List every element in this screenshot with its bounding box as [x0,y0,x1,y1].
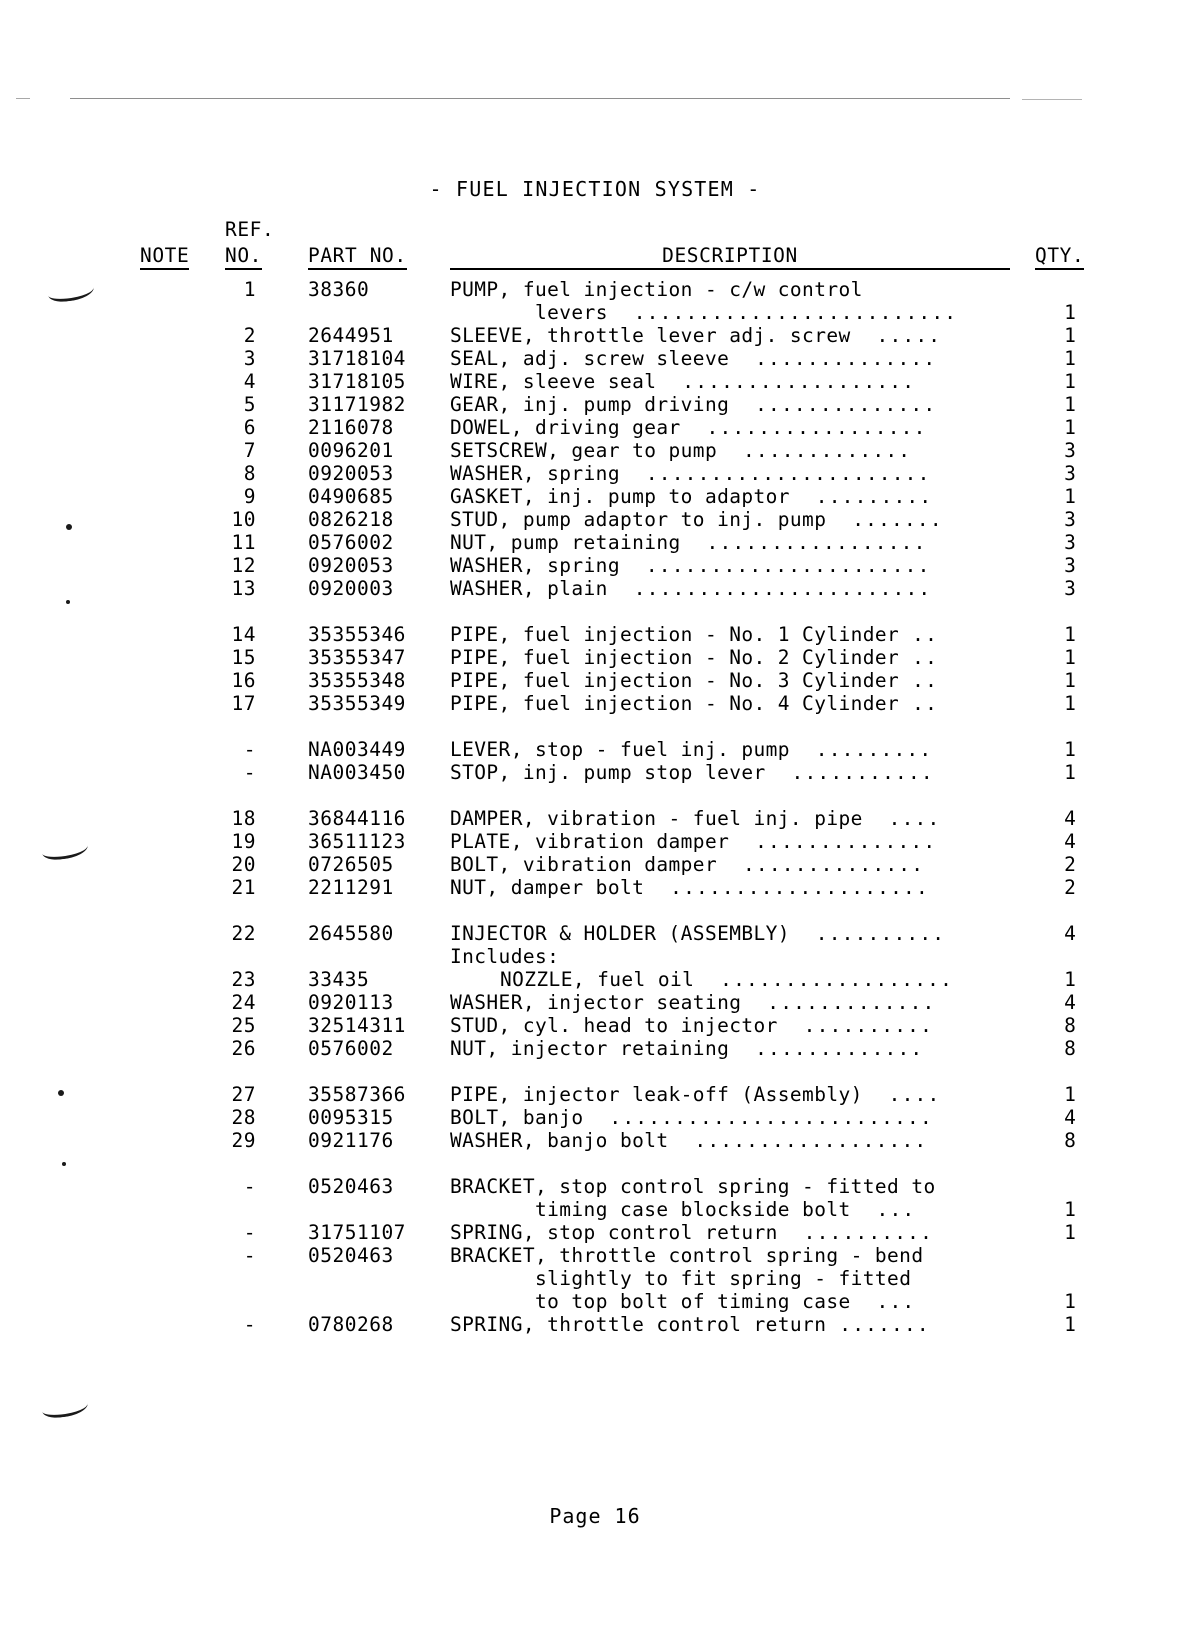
cell-description: PIPE, injector leak-off (Assembly) .... [450,1083,941,1106]
cell-description: slightly to fit spring - fitted [535,1267,912,1290]
cell-description: PIPE, fuel injection - No. 2 Cylinder .. [450,646,939,669]
cell-qty: 4 [1064,830,1076,853]
table-row [140,738,1100,761]
cell-qty: 4 [1064,807,1076,830]
table-row [140,439,1100,462]
cell-part-no: 31718105 [308,370,406,393]
leader-dots: .................... [644,876,929,899]
table-row-spacer [140,784,1100,807]
table-row [140,324,1100,347]
scan-artifact-speck [66,600,70,604]
leader-dots: .............. [729,830,937,853]
cell-part-no: 35587366 [308,1083,406,1106]
cell-qty: 1 [1064,1198,1076,1221]
cell-ref-no: - [243,1244,256,1267]
scan-artifact-speck [66,524,72,530]
page-footer: Page 16 [549,1504,641,1528]
cell-qty: 3 [1064,508,1076,531]
cell-ref-no: 27 [231,1083,256,1106]
table-row [140,577,1100,600]
cell-qty: 1 [1064,692,1076,715]
cell-part-no: 38360 [308,278,370,301]
cell-ref-no: 19 [231,830,256,853]
cell-part-no: 35355348 [308,669,406,692]
leader-dots: ...................... [619,462,931,485]
cell-part-no: 0920003 [308,577,394,600]
leader-dots: ......................... [607,301,958,324]
cell-qty: 1 [1064,301,1076,324]
table-row [140,1175,1100,1198]
cell-qty: 3 [1064,531,1076,554]
cell-description: INJECTOR & HOLDER (ASSEMBLY) .......... [450,922,946,945]
scan-artifact-margin-mark [47,280,95,304]
cell-part-no: 0096201 [308,439,394,462]
table-row [140,922,1100,945]
cell-description: WASHER, spring ...................... [450,554,931,577]
table-row [140,1221,1100,1244]
cell-qty: 4 [1064,922,1076,945]
table-row [140,370,1100,393]
cell-part-no: 36844116 [308,807,406,830]
cell-ref-no: 17 [231,692,256,715]
table-row [140,692,1100,715]
leader-dots: ......... [789,485,933,508]
leader-dots: .. [899,646,939,669]
leader-dots: ............. [741,991,936,1014]
scan-artifact-margin-mark [41,838,89,862]
cell-qty: 3 [1064,577,1076,600]
cell-part-no: 0921176 [308,1129,394,1152]
cell-qty: 3 [1064,462,1076,485]
table-row [140,623,1100,646]
cell-part-no: 0520463 [308,1175,394,1198]
cell-ref-no: - [243,761,256,784]
cell-description: DOWEL, driving gear ................. [450,416,927,439]
cell-qty: 1 [1064,669,1076,692]
cell-ref-no: - [243,1313,256,1336]
table-row [140,393,1100,416]
cell-part-no: 0490685 [308,485,394,508]
scan-artifact-margin-mark [41,1396,89,1420]
cell-ref-no: 13 [231,577,256,600]
table-row [140,968,1100,991]
cell-description: WASHER, banjo bolt .................. [450,1129,928,1152]
table-row-spacer [140,715,1100,738]
leader-dots: ...................... [619,554,931,577]
cell-description: Includes: [450,945,560,968]
cell-qty: 2 [1064,876,1076,899]
leader-dots: .. [899,623,939,646]
cell-ref-no: 10 [231,508,256,531]
table-row [140,1313,1100,1336]
cell-description: GASKET, inj. pump to adaptor ......... [450,485,933,508]
cell-ref-no: 4 [243,370,256,393]
leader-dots: .......... [789,922,946,945]
cell-ref-no: 7 [243,439,256,462]
table-row [140,554,1100,577]
cell-description: GEAR, inj. pump driving .............. [450,393,937,416]
cell-description: SEAL, adj. screw sleeve .............. [450,347,937,370]
leader-dots: ..... [850,324,942,347]
cell-qty: 4 [1064,991,1076,1014]
cell-ref-no: 9 [243,485,256,508]
cell-qty: 1 [1064,1083,1076,1106]
table-row [140,1267,1100,1290]
scan-artifact-rule-right [1022,99,1082,100]
table-row [140,669,1100,692]
column-header-ref-no: NO. [225,244,262,270]
leader-dots: ............. [729,1037,924,1060]
leader-dots: .. [899,669,939,692]
cell-qty: 2 [1064,853,1076,876]
parts-table [140,218,1100,1336]
table-row [140,853,1100,876]
column-header-note: NOTE [140,244,189,270]
cell-ref-no: 2 [243,324,256,347]
cell-part-no: 0920053 [308,554,394,577]
cell-ref-no: - [243,1221,256,1244]
cell-qty: 1 [1064,646,1076,669]
table-row [140,1106,1100,1129]
leader-dots: ... [850,1290,916,1313]
cell-qty: 1 [1064,738,1076,761]
table-row [140,1083,1100,1106]
cell-part-no: 35355346 [308,623,406,646]
table-row [140,1014,1100,1037]
cell-ref-no: - [243,738,256,761]
cell-ref-no: 29 [231,1129,256,1152]
table-row-spacer [140,1152,1100,1175]
cell-description: WIRE, sleeve seal .................. [450,370,916,393]
table-row-spacer [140,899,1100,922]
leader-dots: .............. [717,853,925,876]
cell-qty: 1 [1064,416,1076,439]
cell-part-no: 0920113 [308,991,394,1014]
table-body [140,278,1100,1336]
leader-dots: ....... [826,508,943,531]
cell-description: BOLT, vibration damper .............. [450,853,925,876]
cell-ref-no: - [243,1175,256,1198]
table-row [140,531,1100,554]
cell-part-no: 0576002 [308,1037,394,1060]
cell-description: NUT, pump retaining ................. [450,531,927,554]
cell-qty: 3 [1064,554,1076,577]
cell-description: STUD, cyl. head to injector .......... [450,1014,934,1037]
leader-dots: .............. [729,347,937,370]
cell-part-no: NA003450 [308,761,406,784]
cell-qty: 1 [1064,393,1076,416]
cell-qty: 8 [1064,1014,1076,1037]
cell-part-no: 0576002 [308,531,394,554]
cell-ref-no: 22 [231,922,256,945]
table-row [140,508,1100,531]
cell-ref-no: 26 [231,1037,256,1060]
cell-ref-no: 18 [231,807,256,830]
cell-part-no: 32514311 [308,1014,406,1037]
leader-dots: ......... [789,738,933,761]
cell-ref-no: 8 [243,462,256,485]
table-header-row [140,218,1100,274]
table-row [140,278,1100,301]
leader-dots: ........... [765,761,934,784]
cell-part-no: 31751107 [308,1221,406,1244]
table-row [140,830,1100,853]
cell-description: levers ......................... [535,301,958,324]
cell-qty: 1 [1064,1221,1076,1244]
page-title: - FUEL INJECTION SYSTEM - [429,177,761,201]
cell-ref-no: 24 [231,991,256,1014]
table-row [140,1198,1100,1221]
cell-ref-no: 1 [243,278,256,301]
cell-qty: 1 [1064,485,1076,508]
cell-part-no: 0920053 [308,462,394,485]
leader-dots: ... [850,1198,916,1221]
cell-ref-no: 11 [231,531,256,554]
table-row [140,416,1100,439]
cell-ref-no: 6 [243,416,256,439]
cell-part-no: 31171982 [308,393,406,416]
table-row [140,462,1100,485]
column-header-ref-line1: REF. [225,218,275,241]
scan-artifact-rule [70,98,1010,99]
cell-description: BOLT, banjo ......................... [450,1106,933,1129]
table-row [140,1037,1100,1060]
cell-ref-no: 21 [231,876,256,899]
cell-qty: 1 [1064,761,1076,784]
leader-dots: .......... [777,1014,934,1037]
cell-part-no: NA003449 [308,738,406,761]
cell-part-no: 0780268 [308,1313,394,1336]
cell-description: PIPE, fuel injection - No. 1 Cylinder .. [450,623,939,646]
cell-description: SETSCREW, gear to pump ............. [450,439,912,462]
cell-description: NOZZLE, fuel oil .................. [500,968,954,991]
leader-dots: .............. [729,393,937,416]
cell-qty: 8 [1064,1129,1076,1152]
cell-ref-no: 25 [231,1014,256,1037]
cell-part-no: 2116078 [308,416,394,439]
table-row [140,1129,1100,1152]
cell-part-no: 2645580 [308,922,394,945]
cell-description: SLEEVE, throttle lever adj. screw ..... [450,324,942,347]
leader-dots: .. [899,692,939,715]
cell-part-no: 35355347 [308,646,406,669]
cell-ref-no: 15 [231,646,256,669]
cell-description: SPRING, stop control return .......... [450,1221,934,1244]
cell-description: SPRING, throttle control return ....... [450,1313,930,1336]
cell-description: DAMPER, vibration - fuel inj. pipe .... [450,807,941,830]
cell-part-no: 31718104 [308,347,406,370]
cell-ref-no: 16 [231,669,256,692]
leader-dots: ......................... [583,1106,933,1129]
cell-description: WASHER, plain ....................... [450,577,932,600]
cell-part-no: 0726505 [308,853,394,876]
cell-part-no: 0826218 [308,508,394,531]
cell-ref-no: 12 [231,554,256,577]
leader-dots: .................. [668,1129,928,1152]
cell-description: to top bolt of timing case ... [535,1290,916,1313]
cell-description: NUT, damper bolt .................... [450,876,929,899]
cell-description: BRACKET, stop control spring - fitted to [450,1175,936,1198]
cell-description: PUMP, fuel injection - c/w control [450,278,863,301]
column-header-qty: QTY. [1035,244,1084,270]
cell-ref-no: 14 [231,623,256,646]
leader-dots: .................. [694,968,954,991]
cell-description: PIPE, fuel injection - No. 4 Cylinder .. [450,692,939,715]
leader-dots: .... [862,807,941,830]
cell-ref-no: 20 [231,853,256,876]
cell-description: WASHER, spring ...................... [450,462,931,485]
column-header-description: DESCRIPTION [450,244,1010,270]
cell-qty: 1 [1064,370,1076,393]
table-row [140,876,1100,899]
cell-qty: 3 [1064,439,1076,462]
column-header-part-no: PART NO. [308,244,407,270]
table-row [140,347,1100,370]
cell-qty: 4 [1064,1106,1076,1129]
cell-description: timing case blockside bolt ... [535,1198,916,1221]
cell-ref-no: 3 [243,347,256,370]
table-row [140,1290,1100,1313]
table-row [140,807,1100,830]
cell-qty: 1 [1064,1290,1076,1313]
leader-dots: ................. [680,531,927,554]
cell-description: BRACKET, throttle control spring - bend [450,1244,924,1267]
scan-artifact-speck [58,1090,64,1096]
cell-part-no: 0520463 [308,1244,394,1267]
cell-part-no: 35355349 [308,692,406,715]
table-row [140,1244,1100,1267]
cell-qty: 1 [1064,347,1076,370]
cell-description: PLATE, vibration damper .............. [450,830,937,853]
cell-description: PIPE, fuel injection - No. 3 Cylinder .. [450,669,939,692]
scan-artifact-speck [62,1162,66,1166]
cell-part-no: 2644951 [308,324,394,347]
leader-dots: ................. [680,416,927,439]
table-row [140,945,1100,968]
table-row-spacer [140,1060,1100,1083]
cell-part-no: 36511123 [308,830,406,853]
table-row [140,301,1100,324]
leader-dots: .... [862,1083,941,1106]
cell-ref-no: 5 [243,393,256,416]
table-row [140,485,1100,508]
leader-dots: .......... [777,1221,934,1244]
cell-qty: 1 [1064,324,1076,347]
cell-description: STOP, inj. pump stop lever ........... [450,761,934,784]
cell-qty: 1 [1064,968,1076,991]
cell-ref-no: 28 [231,1106,256,1129]
table-row [140,646,1100,669]
leader-dots: ............. [717,439,912,462]
cell-qty: 8 [1064,1037,1076,1060]
cell-description: STUD, pump adaptor to inj. pump ....... [450,508,943,531]
cell-part-no: 2211291 [308,876,394,899]
cell-ref-no: 23 [231,968,256,991]
cell-description: WASHER, injector seating ............. [450,991,936,1014]
leader-dots: ....................... [607,577,932,600]
scan-artifact-rule-left [16,98,30,99]
table-row [140,991,1100,1014]
cell-description: NUT, injector retaining ............. [450,1037,924,1060]
table-row [140,761,1100,784]
cell-part-no: 33435 [308,968,370,991]
cell-qty: 1 [1064,1313,1076,1336]
leader-dots: .................. [656,370,916,393]
cell-part-no: 0095315 [308,1106,394,1129]
table-row-spacer [140,600,1100,623]
cell-qty: 1 [1064,623,1076,646]
leader-dots: ....... [826,1313,930,1336]
cell-description: LEVER, stop - fuel inj. pump ......... [450,738,933,761]
